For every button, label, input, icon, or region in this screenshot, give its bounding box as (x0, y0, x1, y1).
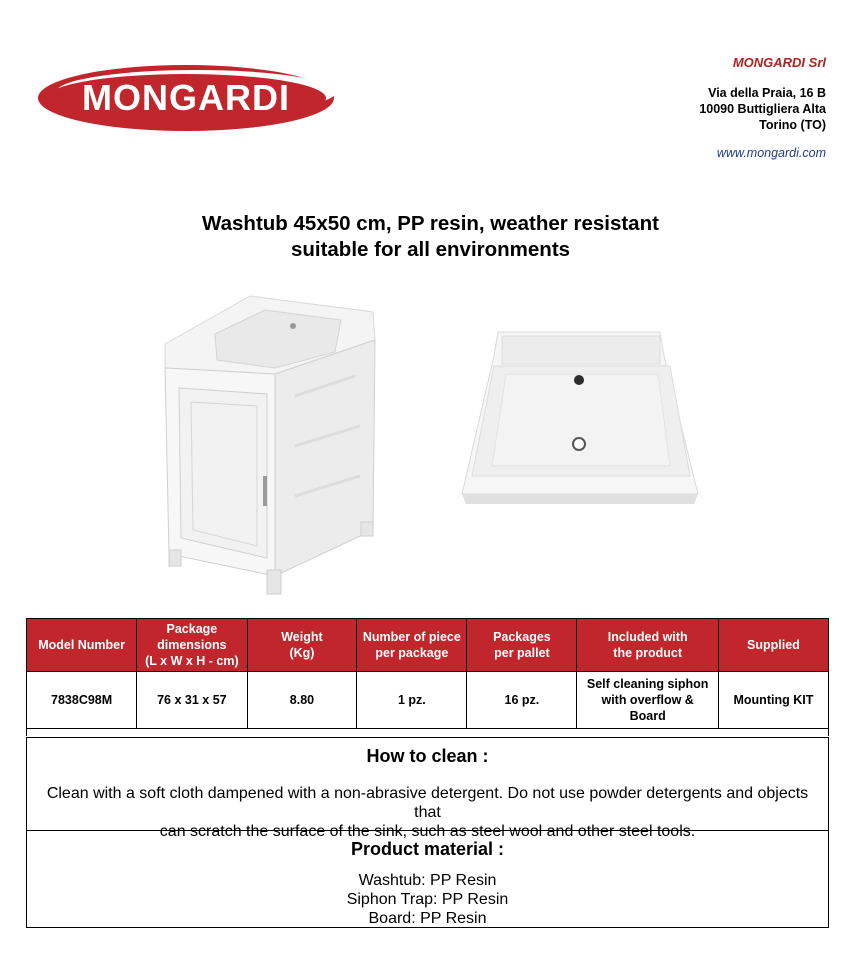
header-packages-per-pallet: Packages per pallet (467, 619, 577, 672)
address-line-2: 10090 Buttigliera Alta (699, 102, 826, 116)
company-name: MONGARDI Srl (732, 55, 826, 70)
product-title (0, 211, 861, 263)
spec-table (26, 618, 829, 729)
header-model-number: Model Number (27, 619, 137, 672)
spec-header-row (27, 619, 829, 672)
info-box (26, 737, 829, 928)
material-list (27, 871, 828, 928)
address-line-3: Torino (TO) (759, 118, 826, 132)
cell-packages-per-pallet: 16 pz. (467, 672, 577, 729)
table-spacer (26, 727, 829, 736)
header-included: Included with the product (577, 619, 718, 672)
address-line-1: Via della Praia, 16 B (708, 86, 826, 100)
company-info (699, 55, 826, 161)
product-material-heading: Product material : (350, 839, 505, 859)
title-line-2: suitable for all environments (290, 238, 571, 261)
cell-weight: 8.80 (247, 672, 357, 729)
cell-pieces-per-package: 1 pz. (357, 672, 467, 729)
table-row (27, 672, 829, 729)
how-to-clean-heading: How to clean : (366, 746, 489, 766)
list-item: Board: PP Resin (368, 910, 487, 927)
title-line-1: Washtub 45x50 cm, PP resin, weather resistant (202, 212, 659, 235)
cell-supplied: Mounting KIT (718, 672, 828, 729)
how-to-clean-text: Clean with a soft cloth dampened with a non-abrasive detergent. Do not use powder detergents and objects that can scratch the surface of the sink, such as steel wool and other steel tools. (46, 785, 809, 840)
list-item: Washtub: PP Resin (358, 872, 497, 889)
mongardi-logo (36, 62, 348, 134)
svg-text:MONGARDI: MONGARDI (82, 77, 290, 118)
washtub-cabinet-image (155, 276, 385, 596)
how-to-clean-section (27, 738, 828, 840)
website-link[interactable]: www.mongardi.com (716, 146, 826, 160)
header-supplied: Supplied (718, 619, 828, 672)
header-pieces-per-package: Number of piece per package (357, 619, 467, 672)
header-weight: Weight (Kg) (247, 619, 357, 672)
header-package-dimensions: Package dimensions (L x W x H - cm) (137, 619, 247, 672)
list-item: Siphon Trap: PP Resin (346, 891, 509, 908)
cell-package-dimensions: 76 x 31 x 57 (137, 672, 247, 729)
washtub-top-image (458, 326, 706, 510)
cell-model-number: 7838C98M (27, 672, 137, 729)
cell-included: Self cleaning siphon with overflow & Board (577, 672, 718, 729)
product-material-section (27, 831, 828, 927)
